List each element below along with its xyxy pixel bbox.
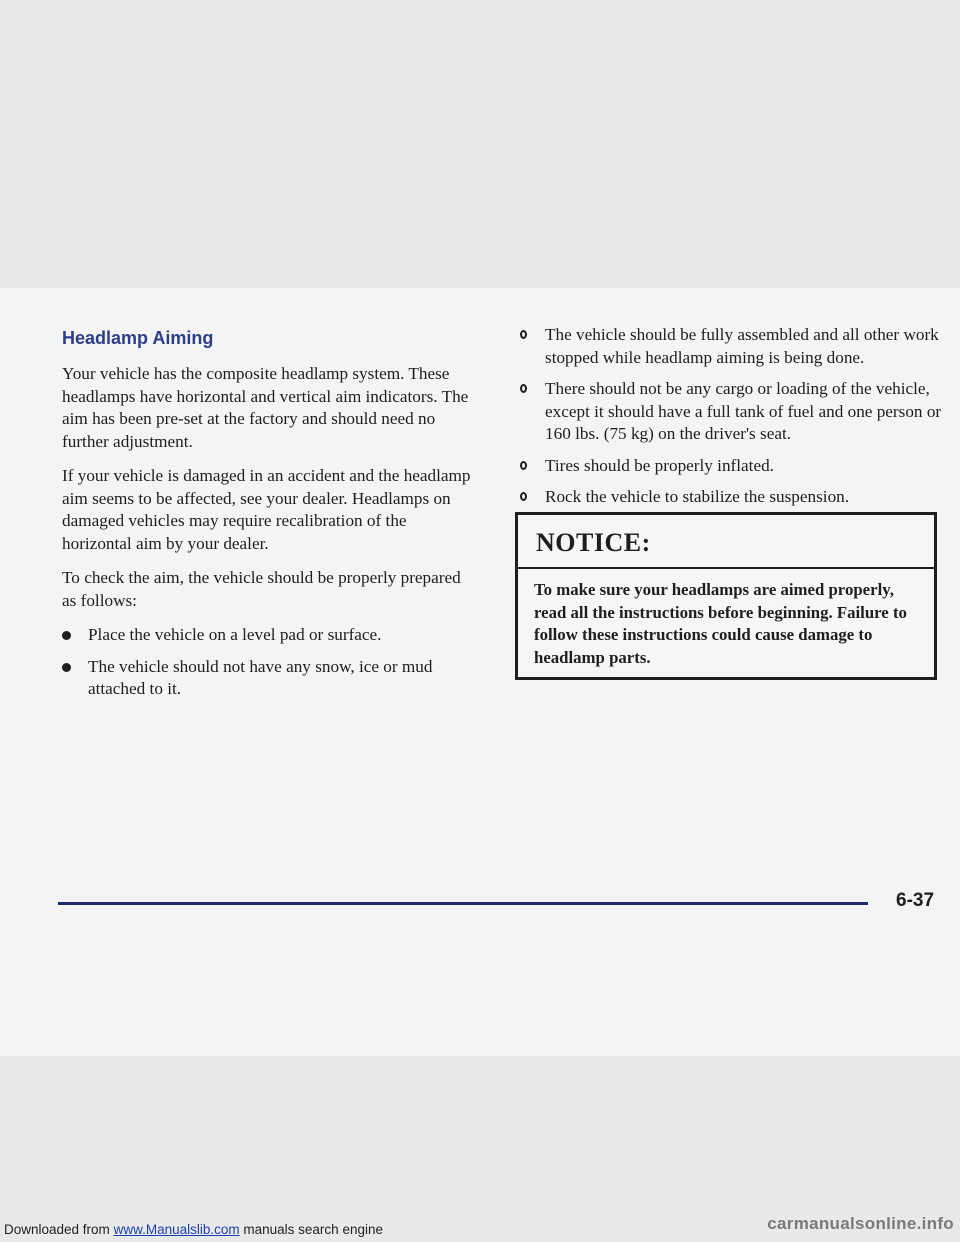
list-item-text: The vehicle should be fully assembled and all other work stopped while headlamp aiming is being done. xyxy=(545,325,939,367)
list-item-text: Rock the vehicle to stabilize the suspension. xyxy=(545,487,850,506)
list-item-text: Tires should be properly inflated. xyxy=(545,455,774,475)
bullet-icon xyxy=(520,384,527,393)
list-item xyxy=(519,378,949,446)
section-heading: Headlamp Aiming xyxy=(62,328,214,348)
notice-body: To make sure your headlamps are aimed properly, read all the instructions before beginning. Failure to follow these instructions could cause damage to headlamp parts. xyxy=(534,580,907,667)
list-item-text: The vehicle should not have any snow, ice or mud attached to it. xyxy=(88,656,433,698)
list-item xyxy=(519,324,949,369)
list-item-text: There should not be any cargo or loading of the vehicle, except it should have a full tank of fuel and one person or 160 lbs. (75 kg) on the driver's seat. xyxy=(545,379,942,443)
footer-rule xyxy=(58,902,868,905)
page-number: 6-37 xyxy=(896,890,935,911)
download-note xyxy=(4,1222,383,1237)
bullet-icon xyxy=(62,663,71,672)
bullet-icon xyxy=(62,631,71,640)
notice-title: NOTICE: xyxy=(518,515,934,569)
paragraph: To check the aim, the vehicle should be properly prepared as follows: xyxy=(62,568,461,610)
paragraph: Your vehicle has the composite headlamp system. These headlamps have horizontal and vertical aim indicators. The aim has been pre-set at the factory and should need no further adjustment. xyxy=(62,364,469,451)
list-item-text: Place the vehicle on a level pad or surface. xyxy=(88,625,382,644)
watermark-text: carmanualsonline.info xyxy=(767,1214,954,1233)
left-column xyxy=(62,322,472,710)
list-item xyxy=(62,624,472,647)
bullet-icon xyxy=(520,492,527,501)
bullet-icon xyxy=(520,461,527,470)
right-column xyxy=(519,324,949,518)
download-note-prefix: Downloaded from xyxy=(4,1222,110,1237)
download-note-suffix: manuals search engine xyxy=(243,1222,383,1237)
list-item xyxy=(519,455,949,478)
paragraph: If your vehicle is damaged in an accident and the headlamp aim seems to be affected, see your dealer. Headlamps on damaged vehicles may require recalibration of the horizontal aim by your dealer. xyxy=(62,466,471,553)
manualslib-link[interactable]: www.Manualslib.com xyxy=(113,1222,240,1237)
notice-box xyxy=(515,512,937,680)
list-item xyxy=(62,656,472,701)
list-item xyxy=(519,486,949,509)
bullet-icon xyxy=(520,330,527,339)
